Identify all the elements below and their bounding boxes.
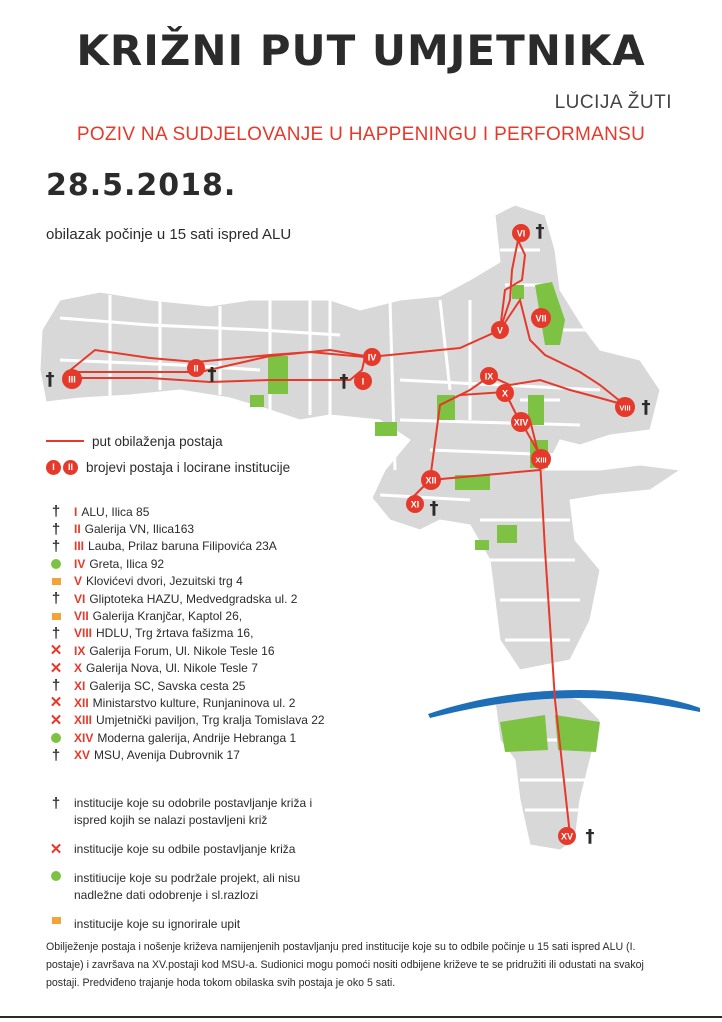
station-number: I: [74, 504, 78, 519]
station-number: XI: [74, 678, 86, 693]
station-name: Galerija Forum, Ul. Nikole Tesle 16: [89, 643, 275, 658]
status-legend-row: [46, 916, 344, 933]
cross-icon: †: [51, 795, 61, 812]
orange-square-icon: [46, 613, 66, 620]
station-marker-label: VI: [516, 228, 526, 239]
station-row: [46, 642, 325, 659]
station-number: VIII: [74, 626, 93, 641]
station-row: [46, 712, 325, 729]
route-legend-badge-row: [46, 454, 290, 480]
station-row: [46, 503, 325, 520]
status-legend-row: [46, 841, 344, 858]
station-name: Umjetnički paviljon, Trg kralja Tomislava 22: [96, 713, 325, 728]
cross-icon: †: [207, 364, 217, 385]
footer-note: Obilježenje postaja i nošenje križeva namijenjenih postavljanju pred institucije koje su to odbile počinje u 15 sati ispred ALU (I. postaje) i završava na XV.postaji kod MSU-a. Sudionici mogu pomoći nositi odbijene križeve te se pridružiti ili odustati na svakoj postaji. Predviđeno trajanje hoda tokom obilaska svih postaja je oko 5 sati.: [46, 941, 644, 989]
cross-icon: †: [535, 221, 545, 242]
route-legend: [46, 428, 290, 480]
station-marker-label: VII: [535, 313, 547, 324]
cross-icon: †: [51, 746, 61, 764]
cross-icon: †: [51, 624, 61, 642]
station-name: MSU, Avenija Dubrovnik 17: [94, 748, 240, 763]
station-name: ALU, Ilica 85: [81, 504, 150, 519]
station-marker-label: XII: [425, 475, 437, 486]
station-marker-label: IV: [367, 352, 377, 363]
green-dot-icon: [46, 559, 66, 569]
station-name: Galerija VN, Ilica163: [84, 522, 195, 537]
x-mark-icon: ✕: [49, 694, 63, 712]
x-mark-icon: ✕: [49, 841, 63, 858]
station-name: Greta, Ilica 92: [89, 556, 165, 571]
station-name: Galerija Nova, Ul. Nikole Tesle 7: [86, 661, 258, 676]
badge-sample-i: I: [46, 460, 61, 475]
author-name: LUCIJA ŽUTI: [554, 92, 672, 113]
station-marker-label: XV: [560, 831, 574, 842]
station-number: VII: [74, 609, 89, 624]
station-name: Ministarstvo kulture, Runjaninova ul. 2: [92, 695, 296, 710]
station-marker: [421, 470, 441, 490]
event-date: 28.5.2018.: [46, 168, 237, 203]
station-marker-label: XI: [410, 499, 420, 510]
station-marker-label: XIII: [535, 455, 547, 465]
cross-icon: †: [45, 369, 55, 390]
station-row: [46, 660, 325, 677]
station-marker: [511, 412, 531, 432]
route-line-sample: [46, 440, 84, 442]
cross-icon: †: [51, 537, 61, 555]
station-marker-label: X: [501, 388, 509, 399]
station-number: VI: [74, 591, 86, 606]
cross-icon: †: [339, 371, 349, 392]
station-number: II: [74, 522, 81, 537]
x-mark-icon: ✕: [49, 711, 63, 729]
bottom-divider: [0, 1016, 722, 1018]
station-marker: [496, 384, 514, 402]
station-row: [46, 538, 325, 555]
station-row: [46, 555, 325, 572]
cross-icon: †: [641, 397, 651, 418]
orange-square-icon: [46, 578, 66, 585]
status-legend-text: institucije koje su ignorirale upit: [74, 917, 241, 931]
green-dot-icon: [46, 871, 66, 881]
station-marker-label: I: [361, 376, 365, 387]
route-legend-line-row: [46, 428, 290, 454]
station-name: Galerija SC, Savska cesta 25: [89, 678, 246, 693]
station-marker: [531, 449, 551, 469]
station-row: [46, 573, 325, 590]
badges-legend-label: brojevi postaja i locirane institucije: [86, 459, 291, 475]
station-marker-label: XIV: [513, 417, 529, 428]
cross-icon: †: [51, 677, 61, 695]
station-number: X: [74, 661, 83, 676]
status-legend-row: [46, 870, 344, 904]
station-marker: [491, 321, 509, 339]
station-number: XIII: [74, 713, 93, 728]
station-marker-label: V: [496, 325, 504, 336]
station-name: Moderna galerija, Andrije Hebranga 1: [97, 730, 297, 745]
station-row: [46, 729, 325, 746]
station-row: [46, 607, 325, 624]
station-marker-label: VIII: [619, 403, 631, 413]
badge-sample-ii: II: [63, 460, 78, 475]
cross-icon: †: [51, 590, 61, 608]
page-title: KRIŽNI PUT UMJETNIKA: [76, 26, 646, 75]
status-legend-text: institiucije koje su podržale projekt, ali nisu nadležne dati odobrenje i sl.razlozi: [74, 871, 301, 902]
status-legend-text: institucije koje su odobrile postavljanje križa i ispred kojih se nalazi postavljeni križ: [74, 796, 313, 827]
station-number: V: [74, 574, 83, 589]
station-list: [46, 503, 325, 764]
status-legend: [46, 795, 344, 945]
station-row: [46, 520, 325, 537]
station-name: Gliptoteka HAZU, Medvedgradska ul. 2: [89, 591, 298, 606]
station-row: [46, 677, 325, 694]
station-number: XII: [74, 695, 89, 710]
station-marker-label: II: [193, 363, 199, 374]
station-number: IX: [74, 643, 86, 658]
station-row: [46, 625, 325, 642]
station-name: Galerija Kranjčar, Kaptol 26,: [92, 609, 243, 624]
station-marker-label: III: [68, 374, 76, 385]
station-row: [46, 694, 325, 711]
station-number: XV: [74, 748, 91, 763]
status-legend-row: [46, 795, 344, 829]
station-number: IV: [74, 556, 86, 571]
cross-icon: †: [51, 520, 61, 538]
station-name: HDLU, Trg žrtava fašizma 16,: [96, 626, 254, 641]
cross-icon: †: [585, 826, 595, 847]
x-mark-icon: ✕: [49, 659, 63, 677]
station-name: Lauba, Prilaz baruna Filipovića 23A: [88, 539, 277, 554]
x-mark-icon: ✕: [49, 642, 63, 660]
cross-icon: †: [429, 498, 439, 519]
station-row: [46, 590, 325, 607]
station-marker: [531, 308, 551, 328]
start-note: obilazak počinje u 15 sati ispred ALU: [46, 226, 292, 243]
green-dot-icon: [46, 733, 66, 743]
station-number: XIV: [74, 730, 94, 745]
station-marker-label: IX: [484, 371, 494, 382]
event-subtitle: POZIV NA SUDJELOVANJE U HAPPENINGU I PERFORMANSU: [76, 124, 646, 145]
status-legend-text: institucije koje su odbile postavljanje križa: [74, 842, 296, 856]
cross-icon: †: [51, 503, 61, 521]
station-name: Klovićevi dvori, Jezuitski trg 4: [86, 574, 243, 589]
station-row: [46, 746, 325, 763]
route-legend-label: put obilaženja postaja: [92, 433, 223, 449]
station-number: III: [74, 539, 85, 554]
orange-square-icon: [46, 917, 66, 924]
station-marker: [480, 367, 498, 385]
station-marker: [363, 348, 381, 366]
